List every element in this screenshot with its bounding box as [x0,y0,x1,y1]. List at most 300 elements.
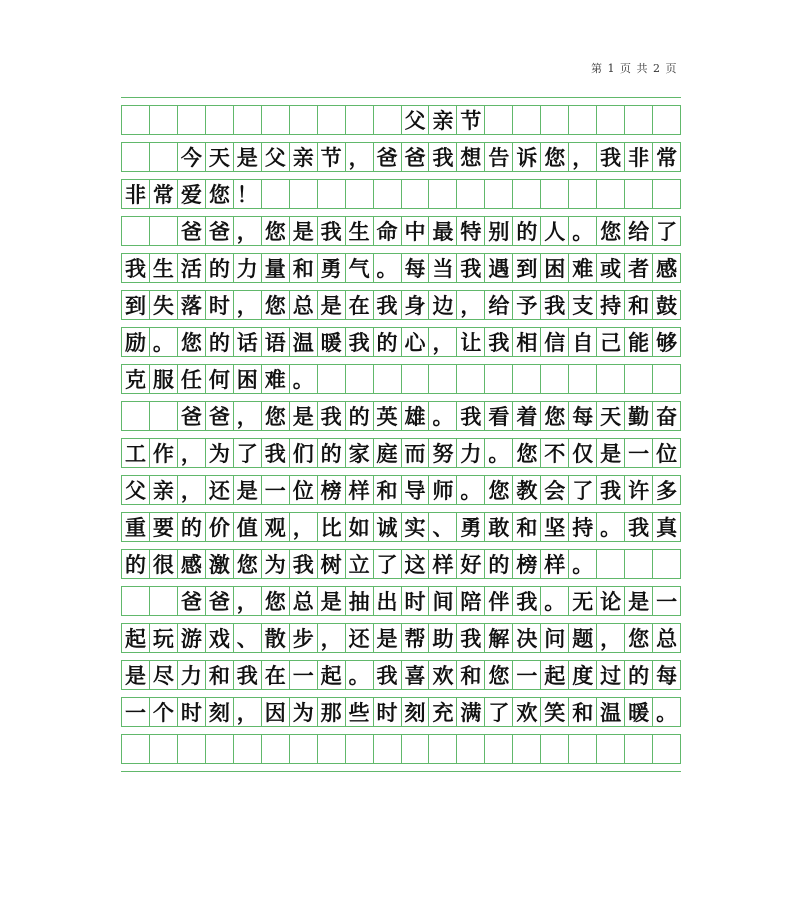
grid-cell: ， [457,291,485,319]
text-row [121,587,681,615]
row-gap [121,689,681,698]
grid-cell [485,106,513,134]
grid-cell: 许 [625,476,653,504]
grid-cell [429,365,457,393]
grid-cell: 勤 [625,402,653,430]
grid-cell: 论 [597,587,625,615]
grid-cell: 、 [234,624,262,652]
grid-cell: 难 [262,365,290,393]
grid-cell: 仅 [569,439,597,467]
grid-cell: 值 [234,513,262,541]
grid-cell: 力 [178,661,206,689]
grid-cell: 我 [234,661,262,689]
grid-cell: 助 [429,624,457,652]
grid-cell: 语 [262,328,290,356]
grid-cell [625,550,653,578]
grid-cell: 总 [290,291,318,319]
grid-cell [653,365,681,393]
grid-cell: 的 [318,439,346,467]
title-row [121,106,681,134]
grid-cell: 时 [178,698,206,726]
grid-cell: 的 [206,328,234,356]
grid-cell: 是 [122,661,150,689]
grid-cell: 暖 [625,698,653,726]
grid-cell: 导 [402,476,430,504]
grid-cell: 决 [513,624,541,652]
grid-cell: 努 [429,439,457,467]
grid-cell: 解 [485,624,513,652]
grid-cell: 我 [625,513,653,541]
grid-cell: 相 [513,328,541,356]
grid-cell: 自 [569,328,597,356]
grid-cell: 起 [122,624,150,652]
text-row [121,661,681,689]
text-row [121,513,681,541]
grid-cell: 笑 [541,698,569,726]
grid-cell: 我 [457,402,485,430]
grid-cell [318,106,346,134]
grid-cell: 感 [653,254,681,282]
row-gap [121,652,681,661]
grid-cell: 够 [653,328,681,356]
grid-cell: 。 [374,254,402,282]
text-row [121,291,681,319]
grid-cell: 您 [625,624,653,652]
grid-cell: 您 [485,661,513,689]
grid-cell: 在 [346,291,374,319]
grid-cell [457,365,485,393]
grid-cell: 每 [569,402,597,430]
grid-cell: 困 [541,254,569,282]
grid-cell [402,180,430,208]
grid-cell: 样 [541,550,569,578]
grid-cell: 的 [513,217,541,245]
grid-cell: 落 [178,291,206,319]
grid-cell: 家 [346,439,374,467]
grid-cell: 。 [485,439,513,467]
row-gap [121,319,681,328]
grid-cell [513,106,541,134]
grid-cell: 任 [178,365,206,393]
grid-cell: 我 [597,143,625,171]
grid-cell [653,180,681,208]
grid-cell [150,217,178,245]
grid-cell [625,365,653,393]
grid-cell: 节 [318,143,346,171]
grid-cell: 伴 [485,587,513,615]
grid-cell: ， [597,624,625,652]
grid-cell: 庭 [374,439,402,467]
grid-cell: 总 [290,587,318,615]
grid-cell: ， [234,217,262,245]
grid-cell: 您 [206,180,234,208]
grid-cell [122,143,150,171]
grid-cell: 温 [597,698,625,726]
grid-cell: 今 [178,143,206,171]
grid-cell [541,735,569,763]
grid-cell: 位 [653,439,681,467]
grid-cell: 起 [541,661,569,689]
grid-cell: 己 [597,328,625,356]
grid-cell [178,735,206,763]
grid-cell: 。 [597,513,625,541]
row-gap [121,430,681,439]
grid-cell: 我 [541,291,569,319]
grid-cell: 克 [122,365,150,393]
grid-cell: 难 [569,254,597,282]
text-row [121,254,681,282]
grid-cell: 作 [150,439,178,467]
grid-cell: 价 [206,513,234,541]
grid-cell: 特 [457,217,485,245]
grid-cell: 勇 [318,254,346,282]
grid-cell: 了 [485,698,513,726]
grid-cell [485,735,513,763]
grid-cell: 爸 [178,217,206,245]
grid-cell: 刻 [206,698,234,726]
row-gap [121,97,681,106]
grid-cell: 。 [290,365,318,393]
row-gap [121,726,681,735]
grid-cell: 我 [122,254,150,282]
grid-cell: 。 [569,217,597,245]
grid-cell [457,735,485,763]
text-row [121,624,681,652]
grid-cell: ， [346,143,374,171]
grid-cell: 不 [541,439,569,467]
grid-cell: 您 [513,439,541,467]
grid-cell: 为 [206,439,234,467]
grid-cell: 量 [262,254,290,282]
grid-cell: 的 [625,661,653,689]
grid-cell: 我 [290,550,318,578]
grid-cell [262,735,290,763]
grid-cell: 是 [290,402,318,430]
grid-cell [597,550,625,578]
grid-cell: 爸 [206,587,234,615]
grid-cell: 满 [457,698,485,726]
grid-cell: 天 [206,143,234,171]
grid-cell: ， [178,476,206,504]
grid-cell: 您 [485,476,513,504]
text-row [121,143,681,171]
grid-cell: 予 [513,291,541,319]
grid-cell: 实 [402,513,430,541]
grid-cell: 人 [541,217,569,245]
grid-cell: 温 [290,328,318,356]
grid-cell: 陪 [457,587,485,615]
grid-cell: 亲 [290,143,318,171]
grid-cell [374,180,402,208]
grid-cell: 时 [402,587,430,615]
grid-cell: 是 [597,439,625,467]
grid-cell: 力 [457,439,485,467]
grid-cell: 一 [653,587,681,615]
grid-cell [569,365,597,393]
grid-cell [290,735,318,763]
row-gap [121,615,681,624]
grid-cell: 一 [513,661,541,689]
grid-cell: 度 [569,661,597,689]
grid-cell: 或 [597,254,625,282]
grid-cell [569,735,597,763]
grid-cell: 教 [513,476,541,504]
text-row [121,180,681,208]
grid-cell: 欢 [429,661,457,689]
text-row [121,439,681,467]
grid-cell: ， [569,143,597,171]
grid-cell: 遇 [485,254,513,282]
text-row [121,476,681,504]
grid-cell: 还 [346,624,374,652]
grid-cell: 一 [625,439,653,467]
grid-cell: 戏 [206,624,234,652]
grid-cell: 真 [653,513,681,541]
grid-cell: 。 [346,661,374,689]
grid-cell: 刻 [402,698,430,726]
grid-cell: 比 [318,513,346,541]
grid-cell: 别 [485,217,513,245]
text-row [121,217,681,245]
grid-cell: 您 [262,291,290,319]
grid-cell: 好 [457,550,485,578]
grid-cell: 命 [374,217,402,245]
grid-cell: 树 [318,550,346,578]
grid-cell: 鼓 [653,291,681,319]
grid-cell: 了 [569,476,597,504]
grid-cell [122,106,150,134]
grid-cell [150,106,178,134]
grid-cell: 重 [122,513,150,541]
grid-cell: ， [234,402,262,430]
grid-cell: 我 [374,661,402,689]
grid-cell: 您 [541,143,569,171]
grid-cell: 如 [346,513,374,541]
grid-cell: 玩 [150,624,178,652]
grid-cell: 英 [374,402,402,430]
grid-cell: 力 [234,254,262,282]
grid-cell: 最 [429,217,457,245]
grid-cell: 这 [402,550,430,578]
grid-cell: 持 [597,291,625,319]
grid-cell: 和 [290,254,318,282]
grid-cell: 题 [569,624,597,652]
grid-cell [346,735,374,763]
grid-cell [653,735,681,763]
grid-cell: 爸 [374,143,402,171]
grid-cell: 话 [234,328,262,356]
grid-cell: 和 [569,698,597,726]
grid-cell: 了 [234,439,262,467]
grid-cell: 想 [457,143,485,171]
grid-cell: 为 [290,698,318,726]
row-gap [121,134,681,143]
grid-cell: 和 [457,661,485,689]
grid-cell: 亲 [429,106,457,134]
grid-cell: 着 [513,402,541,430]
grid-cell [374,735,402,763]
grid-cell: 敢 [485,513,513,541]
grid-cell [597,735,625,763]
grid-cell [541,365,569,393]
grid-cell: 困 [234,365,262,393]
grid-cell: 师 [429,476,457,504]
grid-cell: 诚 [374,513,402,541]
grid-cell: 中 [402,217,430,245]
grid-cell: 还 [206,476,234,504]
grid-cell: ， [318,624,346,652]
grid-cell: 我 [513,587,541,615]
grid-cell: 看 [485,402,513,430]
grid-cell: 多 [653,476,681,504]
grid-cell [402,365,430,393]
text-row [121,550,681,578]
grid-cell [374,106,402,134]
grid-cell: 我 [429,143,457,171]
grid-cell: ， [178,439,206,467]
grid-cell: 支 [569,291,597,319]
grid-cell [206,106,234,134]
grid-cell [374,365,402,393]
grid-cell [290,106,318,134]
row-gap [121,541,681,550]
row-gap [121,208,681,217]
grid-cell: 了 [374,550,402,578]
grid-cell: 要 [150,513,178,541]
grid-cell: 个 [150,698,178,726]
grid-cell [625,735,653,763]
grid-cell: 在 [262,661,290,689]
grid-cell [290,180,318,208]
grid-cell: 暖 [318,328,346,356]
grid-cell: 父 [122,476,150,504]
grid-cell: 失 [150,291,178,319]
grid-cell: 诉 [513,143,541,171]
grid-cell: 生 [150,254,178,282]
grid-cell: ， [429,328,457,356]
grid-cell: 您 [178,328,206,356]
grid-cell [653,106,681,134]
grid-cell [150,143,178,171]
grid-cell: 。 [150,328,178,356]
grid-cell: 我 [318,217,346,245]
grid-cell: 生 [346,217,374,245]
grid-cell: 给 [485,291,513,319]
grid-cell: 是 [290,217,318,245]
grid-cell: 喜 [402,661,430,689]
grid-cell: 的 [485,550,513,578]
grid-cell: 了 [653,217,681,245]
grid-cell: 非 [122,180,150,208]
grid-cell: ， [234,587,262,615]
grid-cell: 爸 [178,587,206,615]
grid-cell [541,180,569,208]
grid-cell [122,587,150,615]
grid-cell [206,735,234,763]
grid-cell: 您 [541,402,569,430]
grid-cell: 到 [513,254,541,282]
grid-cell [625,180,653,208]
grid-cell: 我 [346,328,374,356]
grid-cell: 是 [374,624,402,652]
grid-cell: 告 [485,143,513,171]
grid-cell: 散 [262,624,290,652]
row-gap [121,282,681,291]
grid-cell: 常 [150,180,178,208]
grid-cell [429,735,457,763]
grid-cell: 总 [653,624,681,652]
grid-cell: 非 [625,143,653,171]
grid-cell: 间 [429,587,457,615]
grid-cell: 帮 [402,624,430,652]
grid-cell: 、 [429,513,457,541]
grid-cell: 的 [206,254,234,282]
grid-cell: 。 [457,476,485,504]
grid-cell: 抽 [346,587,374,615]
grid-cell: 爸 [178,402,206,430]
grid-cell: 激 [206,550,234,578]
grid-cell [346,106,374,134]
grid-cell: 的 [178,513,206,541]
grid-cell: 一 [262,476,290,504]
grid-cell: 些 [346,698,374,726]
grid-cell: 爸 [206,217,234,245]
grid-cell: 是 [318,291,346,319]
grid-cell: ！ [234,180,262,208]
grid-cell [513,365,541,393]
grid-cell: 您 [262,402,290,430]
grid-cell: 我 [318,402,346,430]
grid-cell: 坚 [541,513,569,541]
grid-cell [346,180,374,208]
grid-cell [597,106,625,134]
grid-cell: 活 [178,254,206,282]
grid-cell: 和 [374,476,402,504]
grid-cell: 过 [597,661,625,689]
grid-cell: 爸 [402,143,430,171]
grid-cell: 身 [402,291,430,319]
grid-cell: 。 [541,587,569,615]
grid-cell: 我 [597,476,625,504]
grid-cell [597,180,625,208]
grid-cell: 很 [150,550,178,578]
grid-cell: 服 [150,365,178,393]
grid-cell: 是 [234,143,262,171]
grid-cell [234,735,262,763]
grid-cell: 一 [122,698,150,726]
row-gap [121,171,681,180]
grid-cell [122,217,150,245]
grid-cell [402,735,430,763]
grid-cell [541,106,569,134]
grid-cell [625,106,653,134]
grid-cell: 我 [262,439,290,467]
row-gap [121,393,681,402]
grid-cell: 心 [402,328,430,356]
grid-cell [346,365,374,393]
grid-cell: 无 [569,587,597,615]
grid-cell: 我 [374,291,402,319]
grid-cell: 到 [122,291,150,319]
grid-cell [318,180,346,208]
grid-cell: 是 [318,587,346,615]
grid-cell: 是 [625,587,653,615]
grid-cell: 和 [513,513,541,541]
grid-cell [597,365,625,393]
grid-cell [569,180,597,208]
row-gap [121,245,681,254]
grid-cell [653,550,681,578]
